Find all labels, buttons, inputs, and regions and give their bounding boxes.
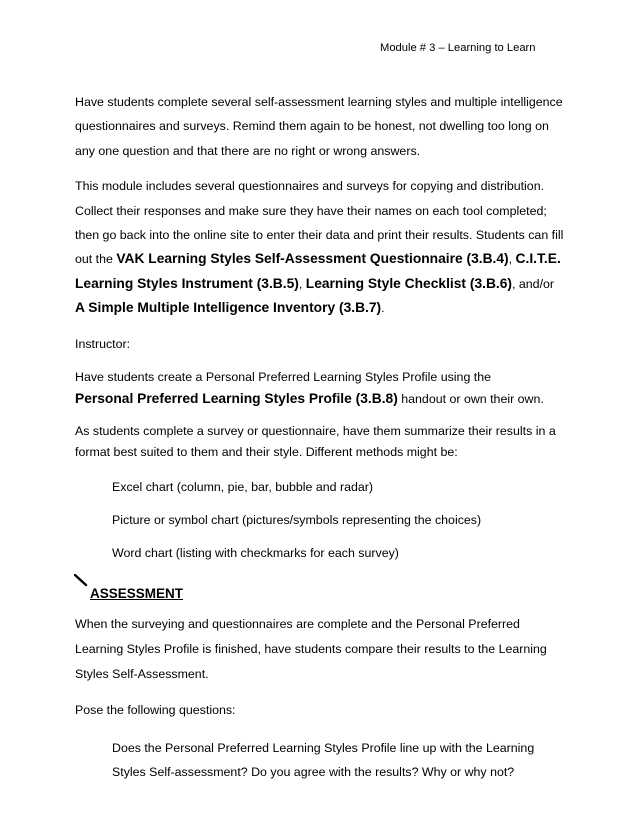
summary-paragraph: As students complete a survey or questionnaire, have them summarize their results in a format best suited to them and their style. Different methods might be: [75, 424, 556, 460]
question-item: Does the Personal Preferred Learning Styles Profile line up with the Learning Styles Self-assessment? Do you agree with the results? Why or why not? [112, 741, 535, 780]
page-content [75, 90, 565, 784]
instructor-label: Instructor: [75, 336, 131, 351]
separator-1: , [508, 252, 516, 267]
vak-questionnaire-reference: VAK Learning Styles Self-Assessment Questionnaire (3.B.4) [116, 251, 509, 267]
list-item: Excel chart (column, pie, bar, bubble and radar) [112, 480, 374, 495]
cite-instrument-reference: C.I.T.E. Learning Styles Instrument (3.B.5) [75, 251, 561, 291]
module-paragraph [75, 174, 565, 320]
comparison-paragraph: When the surveying and questionnaires are complete and the Personal Preferred Learning Styles Profile is finished, have students compare their results to the Learning Styles Self-Assessment. [75, 617, 547, 682]
profile-paragraph-text: Have students create a Personal Preferred Learning Styles Profile using the [75, 370, 492, 385]
module-paragraph-text: This module includes several questionnaires and surveys for copying and distribution. Collect their responses and make sure they have their names on each tool completed; then go back into the online site to enter their data and print their results. Students can fill out the [75, 179, 564, 267]
pencil-icon [74, 574, 88, 588]
assessment-section-heading [75, 576, 565, 606]
profile-paragraph-end: handout or own their own. [397, 392, 544, 407]
questions-intro: Pose the following questions: [75, 703, 236, 718]
profile-paragraph [75, 367, 565, 410]
intro-paragraph: Have students complete several self-assessment learning styles and multiple intelligence questionnaires and surveys. Remind them again to be honest, not dwelling too long on any one question and that there are no right or wrong answers. [75, 95, 563, 158]
separator-3: , and/or [512, 276, 555, 291]
list-item: Picture or symbol chart (pictures/symbols representing the choices) [112, 513, 482, 528]
page-header: Module # 3 – Learning to Learn [380, 42, 536, 54]
paragraph-end: . [381, 301, 385, 316]
intelligence-inventory-reference: A Simple Multiple Intelligence Inventory (3.B.7) [75, 300, 382, 316]
learning-style-checklist-reference: Learning Style Checklist (3.B.6) [305, 275, 513, 291]
methods-list [75, 477, 565, 563]
separator-2: , [298, 276, 306, 291]
assessment-heading: ASSESSMENT [90, 586, 184, 602]
personal-profile-reference: Personal Preferred Learning Styles Profile (3.B.8) [75, 391, 398, 407]
list-item: Word chart (listing with checkmarks for each survey) [112, 546, 399, 561]
